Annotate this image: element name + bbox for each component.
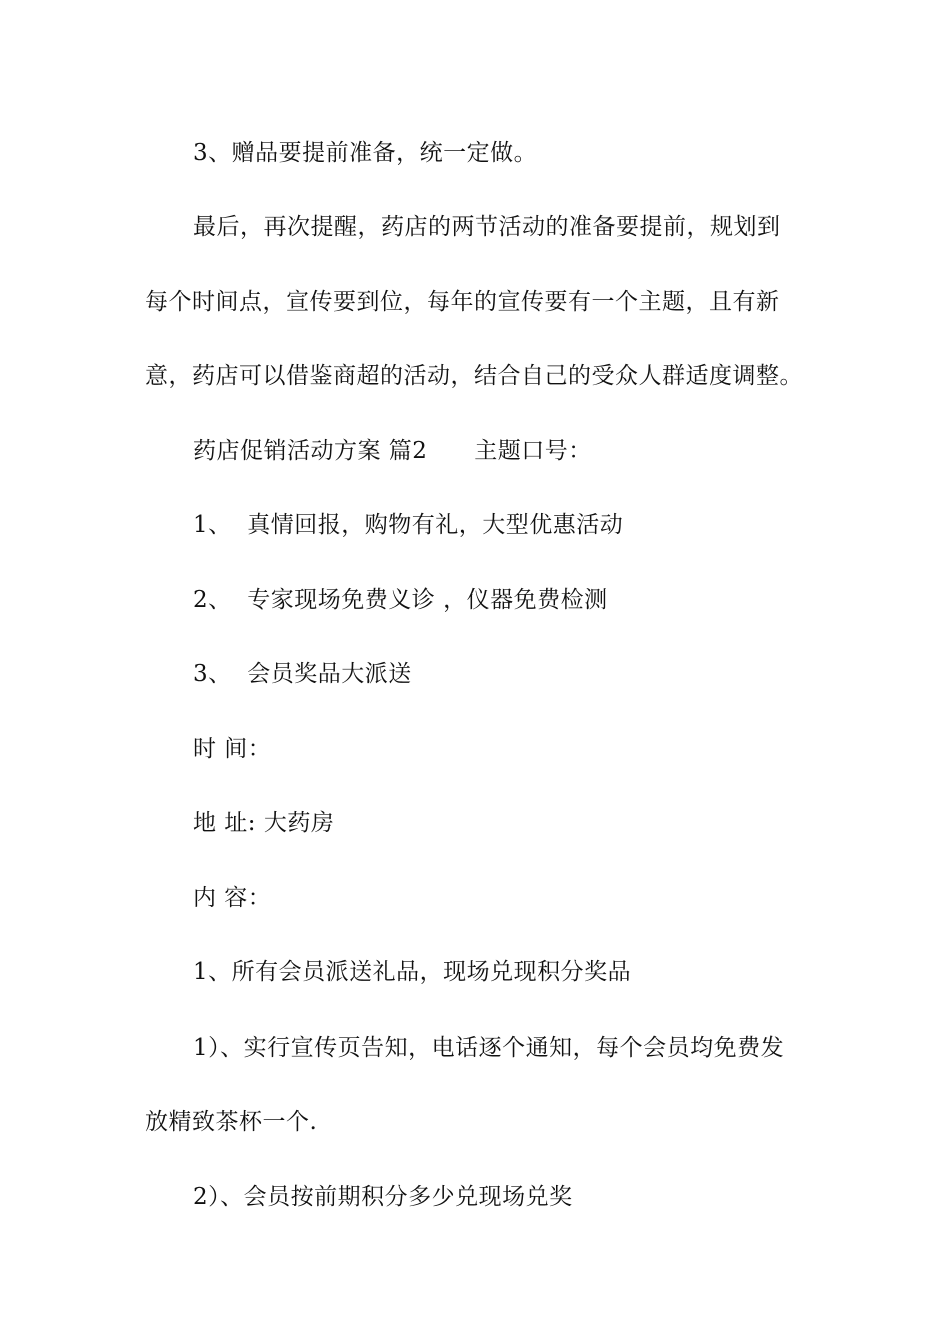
time-label: 时 间：	[193, 736, 272, 762]
paragraph-final-reminder-line-3: 意，药店可以借鉴商超的活动，结合自己的受众人群适度调整。	[145, 363, 803, 389]
content-item-1: 1、所有会员派送礼品，现场兑现积分奖品	[193, 959, 632, 985]
content-label: 内 容：	[193, 885, 272, 911]
address-label: 地 址: 大药房	[193, 810, 335, 836]
content-subitem-1-line-1: 1）、实行宣传页告知，电话逐个通知，每个会员均免费发	[193, 1035, 785, 1061]
paragraph-gift-preparation: 3、赠品要提前准备，统一定做。	[193, 140, 538, 166]
content-subitem-2: 2）、会员按前期积分多少兑现场兑奖	[193, 1184, 573, 1210]
slogan-item-3: 3、 会员奖品大派送	[193, 661, 412, 687]
paragraph-final-reminder-line-1: 最后，再次提醒，药店的两节活动的准备要提前，规划到	[193, 214, 781, 240]
section-heading-plan-2: 药店促销活动方案 篇2 主题口号：	[193, 438, 592, 464]
paragraph-final-reminder-line-2: 每个时间点，宣传要到位，每年的宣传要有一个主题，且有新	[145, 289, 780, 315]
content-subitem-1-line-2: 放精致茶杯一个.	[145, 1109, 318, 1135]
slogan-item-1: 1、 真情回报，购物有礼，大型优惠活动	[193, 512, 624, 538]
slogan-item-2: 2、 专家现场免费义诊 ，仪器免费检测	[193, 587, 608, 613]
